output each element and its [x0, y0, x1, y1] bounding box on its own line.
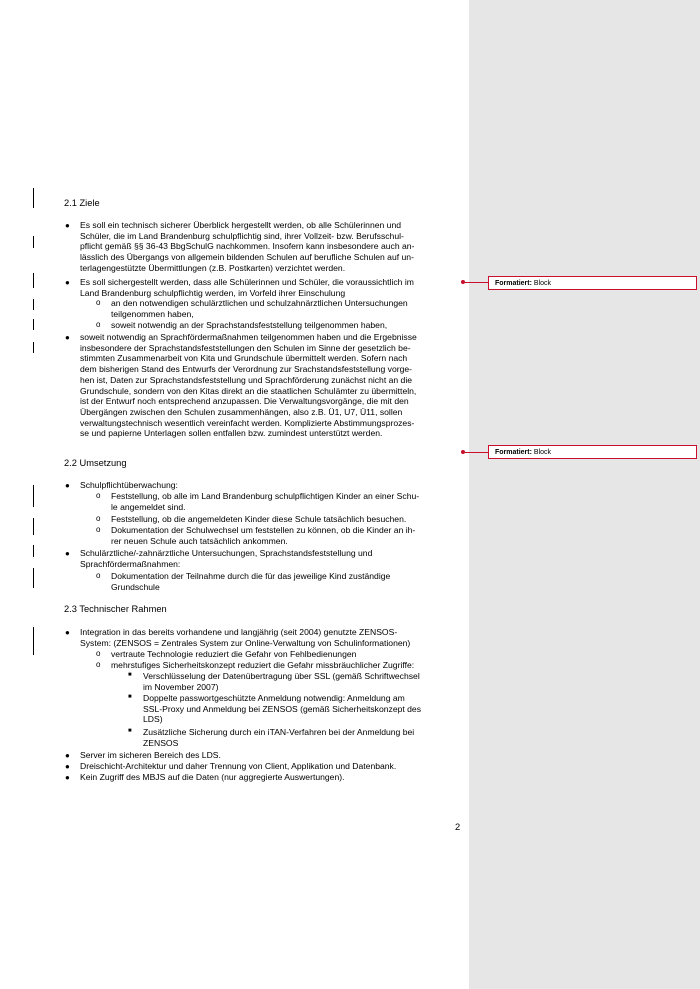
- list-item: soweit notwendig an der Sprachstandsfeststellung teilgenommen haben,: [111, 320, 388, 330]
- bullet-dot-icon: ●: [65, 278, 70, 287]
- change-bar: [33, 188, 34, 208]
- bullet-circle-icon: o: [96, 514, 101, 523]
- bullet-circle-icon: o: [96, 298, 101, 307]
- change-bar: [33, 568, 34, 588]
- list-item: Dokumentation der Teilnahme durch die für das jeweilige Kind zuständige Grundschule: [111, 571, 391, 592]
- comment-label: Formatiert:: [495, 449, 532, 456]
- list-item: Kein Zugriff des MBJS auf die Daten (nur aggregierte Auswertungen).: [80, 772, 345, 782]
- bullet-dot-icon: ●: [65, 773, 70, 782]
- bullet-circle-icon: o: [96, 491, 101, 500]
- change-bar: [33, 518, 34, 535]
- list-item: Doppelte passwortgeschützte Anmeldung notwendig: Anmeldung am SSL-Proxy und Anmeldung bei ZENSOS (gemäß Sicherheitskonzept des LDS): [143, 693, 422, 725]
- bullet-circle-icon: o: [96, 320, 101, 329]
- comment-connector: [465, 282, 488, 283]
- list-item: Zusätzliche Sicherung durch ein iTAN-Verfahren bei der Anmeldung bei ZENSOS: [143, 727, 415, 748]
- bullet-square-icon: ■: [128, 672, 132, 678]
- comment-connector: [465, 452, 488, 453]
- bullet-dot-icon: ●: [65, 628, 70, 637]
- list-item: Schulärztliche/-zahnärztliche Untersuchungen, Sprachstandsfeststellung und Sprachfördermaßnahmen:: [80, 548, 373, 569]
- list-item: an den notwendigen schulärztlichen und schulzahnärztlichen Untersuchungen teilgenommen haben,: [111, 298, 408, 319]
- list-item: mehrstufiges Sicherheitskonzept reduziert die Gefahr missbräuchlicher Zugriffe:: [111, 660, 415, 670]
- change-bar: [33, 342, 34, 353]
- bullet-dot-icon: ●: [65, 762, 70, 771]
- bullet-circle-icon: o: [96, 571, 101, 580]
- section-heading: 2.1 Ziele: [64, 198, 100, 208]
- change-bar: [33, 273, 34, 288]
- list-item: Verschlüsselung der Datenübertragung über SSL (gemäß Schriftwechsel im November 2007): [143, 671, 420, 692]
- change-bar: [33, 299, 34, 310]
- list-item: Es soll sichergestellt werden, dass alle Schülerinnen und Schüler, die voraussichtlich im Land Brandenburg schulpflichtig werden, im Vorfeld ihrer Einschulung: [80, 277, 414, 298]
- change-bar: [33, 319, 34, 330]
- bullet-circle-icon: o: [96, 660, 101, 669]
- change-bar: [33, 236, 34, 248]
- list-item: vertraute Technologie reduziert die Gefahr von Fehlbedienungen: [111, 649, 357, 659]
- bullet-dot-icon: ●: [65, 751, 70, 760]
- list-item: Integration in das bereits vorhandene und langjährig (seit 2004) genutzte ZENSOS- System: (ZENSOS = Zentrales System zur Online-Verwaltung von Schulinformationen): [80, 627, 411, 648]
- bullet-dot-icon: ●: [65, 549, 70, 558]
- bullet-square-icon: ■: [128, 694, 132, 700]
- list-item: Es soll ein technisch sicherer Überblick hergestellt werden, ob alle Schülerinnen und Schüler, die im Land Brandenburg schulpflichtig sind, ihrer Vollzeit- bzw. Berufsschul- pflicht gemäß §§ 36-43 BbgSchulG nachkommen. Insofern kann insbesondere auch an- lässlich des Übergangs von allgemein bildenden Schulen auf berufliche Schulen auf un- terlagengestützte Übermittlungen (z.B. Postkarten) verzichtet werden.: [80, 220, 415, 273]
- section-heading: 2.3 Technischer Rahmen: [64, 604, 167, 614]
- comment-value: Block: [533, 449, 552, 456]
- comment-value: Block: [533, 280, 552, 287]
- bullet-dot-icon: ●: [65, 221, 70, 230]
- bullet-circle-icon: o: [96, 525, 101, 534]
- comment-balloon[interactable]: [488, 445, 697, 459]
- bullet-square-icon: ■: [128, 728, 132, 734]
- markup-pane: [469, 0, 700, 989]
- bullet-circle-icon: o: [96, 649, 101, 658]
- section-heading: 2.2 Umsetzung: [64, 458, 127, 468]
- list-item: Dreischicht-Architektur und daher Trennung von Client, Applikation und Datenbank.: [80, 761, 397, 771]
- comment-label: Formatiert:: [495, 280, 532, 287]
- change-bar: [33, 485, 34, 507]
- list-item: Dokumentation der Schulwechsel um feststellen zu können, ob die Kinder an ih- rer neuen Schule auch tatsächlich ankommen.: [111, 525, 416, 546]
- comment-balloon[interactable]: [488, 276, 697, 290]
- list-item: Schulpflichtüberwachung:: [80, 480, 178, 490]
- change-bar: [33, 627, 34, 655]
- page-number: 2: [455, 822, 461, 832]
- bullet-dot-icon: ●: [65, 333, 70, 342]
- change-bar: [33, 545, 34, 557]
- list-item: Feststellung, ob alle im Land Brandenburg schulpflichtigen Kinder an einer Schu- le angemeldet sind.: [111, 491, 420, 512]
- list-item: Feststellung, ob die angemeldeten Kinder diese Schule tatsächlich besuchen.: [111, 514, 407, 524]
- list-item: soweit notwendig an Sprachfördermaßnahmen teilgenommen haben und die Ergebnisse insbesondere der Sprachstandsfeststellungen den Schulen im Sinne der gesetzlich be- stimmten Zusammenarbeit von Kita und Grundschule übermittelt werden. Sofern nach dem bisherigen Stand des Entwurfs der Verordnung zur Srachstandsfeststellung vorge- hen ist, Daten zur Sprachstandsfeststellung und Sprachförderung zunächst nicht an die Grundschule, sondern von den Kitas direkt an die staatlichen Schulämter zu übermitteln, ist der Entwurf noch entsprechend anzupassen. Die Verwaltungsvorgänge, die mit den Übergängen zwischen den Schulen zusammenhängen, also z.B. Ü1, U7, Ü11, sollen verwaltungstechnisch wesentlich vereinfacht werden. Komplizierte Abstimmungsprozes- se und papierne Unterlagen sollen entfallen bzw. zumindest unterstützt werden.: [80, 332, 417, 439]
- list-item: Server im sicheren Bereich des LDS.: [80, 750, 221, 760]
- bullet-dot-icon: ●: [65, 481, 70, 490]
